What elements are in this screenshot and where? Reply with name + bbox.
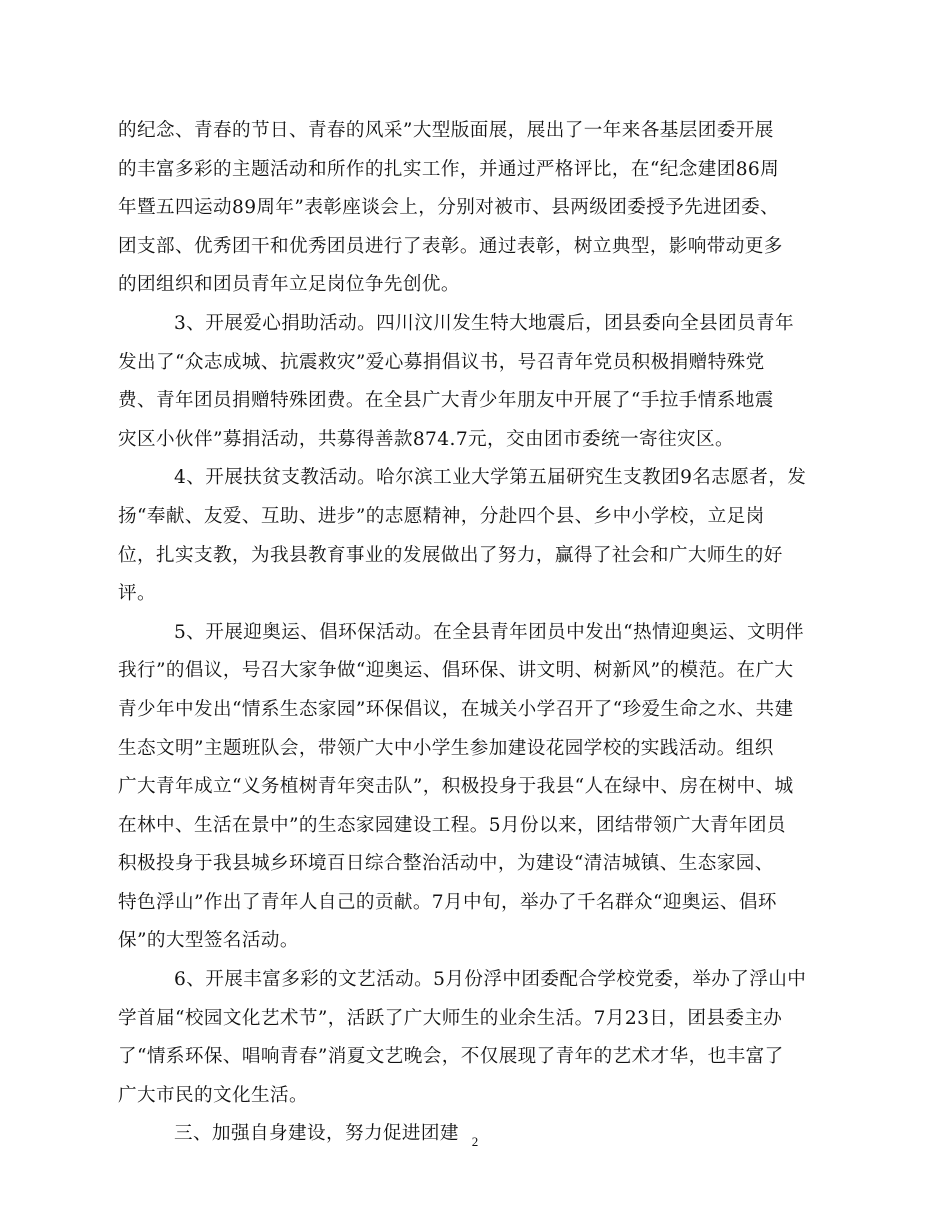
text-line: 了“情系环保、唱响青春”消夏文艺晚会，不仅展现了青年的艺术才华，也丰富了 (118, 1046, 784, 1068)
page-number: 2 (471, 1134, 479, 1149)
text-line: 青少年中发出“情系生态家园”环保倡议，在城关小学召开了“珍爱生命之水、共建 (118, 698, 794, 720)
text-line: 保”的大型签名活动。 (118, 930, 299, 952)
text-line: 积极投身于我县城乡环境百日综合整治活动中，为建设“清洁城镇、生态家园、 (118, 853, 774, 875)
text-line: 6、开展丰富多彩的文艺活动。5月份浮中团委配合学校党委，举办了浮山中 (174, 969, 807, 991)
text-line: 的团组织和团员青年立足岗位争先创优。 (118, 274, 460, 296)
text-line: 三、加强自身建设，努力促进团建 (174, 1123, 459, 1145)
text-line: 学首届“校园文化艺术节”，活跃了广大师生的业余生活。7月23日，团县委主办 (118, 1007, 783, 1029)
text-line: 5、开展迎奥运、倡环保活动。在全县青年团员中发出“热情迎奥运、文明伴 (174, 621, 804, 643)
text-line: 灾区小伙伴”募捐活动，共募得善款874.7元，交由团市委统一寄往灾区。 (118, 428, 734, 450)
text-line: 发出了“众志成城、抗震救灾”爱心募捐倡议书，号召青年党员积极捐赠特殊党 (118, 351, 765, 373)
text-line: 团支部、优秀团干和优秀团员进行了表彰。通过表彰，树立典型，影响带动更多 (118, 235, 783, 257)
text-line: 生态文明”主题班队会，带领广大中小学生参加建设花园学校的实践活动。组织 (118, 737, 774, 759)
text-line: 位，扎实支教，为我县教育事业的发展做出了努力，赢得了社会和广大师生的好 (118, 544, 783, 566)
text-line: 的纪念、青春的节日、青春的风采”大型版面展，展出了一年来各基层团委开展 (118, 120, 774, 141)
text-line: 的丰富多彩的主题活动和所作的扎实工作，并通过严格评比，在“纪念建团86周 (118, 158, 780, 180)
text-line: 广大市民的文化生活。 (118, 1084, 308, 1106)
text-line: 特色浮山”作出了青年人自己的贡献。7月中旬，举办了千名群众“迎奥运、倡环 (118, 891, 777, 913)
text-line: 3、开展爱心捐助活动。四川汶川发生特大地震后，团县委向全县团员青年 (174, 312, 795, 334)
text-line: 费、青年团员捐赠特殊团费。在全县广大青少年朋友中开展了“手拉手情系地震 (118, 390, 774, 412)
text-line: 在林中、生活在景中”的生态家园建设工程。5月份以来，团结带领广大青年团员 (118, 814, 786, 836)
text-line: 年暨五四运动89周年”表彰座谈会上，分别对被市、县两级团委授予先进团委、 (118, 197, 780, 219)
text-line: 扬“奉献、友爱、互助、进步”的志愿精神，分赴四个县、乡中小学校，立足岗 (118, 505, 765, 527)
text-line: 我行”的倡议，号召大家争做“迎奥运、倡环保、讲文明、树新风”的模范。在广大 (118, 660, 794, 682)
text-line: 4、开展扶贫支教活动。哈尔滨工业大学第五届研究生支教团9名志愿者，发 (174, 467, 807, 489)
text-line: 广大青年成立“义务植树青年突击队”，积极投身于我县“人在绿中、房在树中、城 (118, 776, 794, 798)
document-body (118, 112, 830, 1154)
text-line: 评。 (118, 583, 156, 605)
